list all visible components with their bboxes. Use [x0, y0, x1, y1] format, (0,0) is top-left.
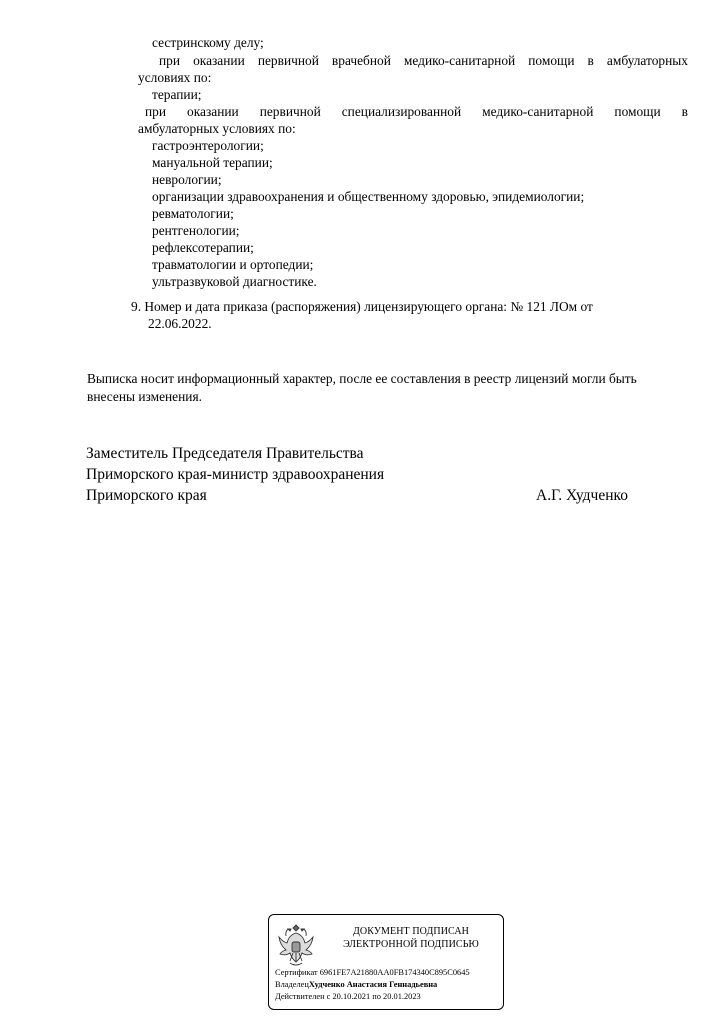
- justified-word: помощи: [528, 53, 575, 68]
- stamp-validity: Действителен с 20.10.2021 по 20.01.2023: [275, 992, 421, 1001]
- justified-word: врачебной: [331, 53, 391, 68]
- justified-word: при: [145, 104, 167, 119]
- list-item: организации здравоохранения и общественному здоровью, эпидемиологии;: [152, 189, 585, 204]
- list-item: мануальной терапии;: [152, 155, 273, 170]
- justified-word: первичной: [259, 104, 321, 119]
- justified-word: специализированной: [341, 104, 462, 119]
- item9-line: 9. Номер и дата приказа (распоряжения) лицензирующего органа: № 121 ЛОм от: [131, 299, 593, 314]
- list-item: рефлексотерапии;: [152, 240, 254, 255]
- stamp-title: [323, 925, 499, 951]
- justified-word: в: [681, 104, 688, 119]
- signer-title-line: Заместитель Председателя Правительства: [86, 445, 364, 462]
- list-item: травматологии и ортопедии;: [152, 257, 314, 272]
- justified-word: оказании: [193, 53, 245, 68]
- list-item: ревматологии;: [152, 206, 234, 221]
- stamp-certificate: [275, 967, 501, 978]
- cert-value: 6961FE7A21880AA0FB174340C895C0645: [319, 968, 470, 977]
- owner-label: Владелец: [275, 980, 309, 989]
- signer-name: А.Г. Худченко: [536, 487, 628, 504]
- stamp-owner: [275, 979, 501, 990]
- justified-word: при: [159, 53, 181, 68]
- primary-care-line: [159, 52, 688, 69]
- justified-word: оказании: [187, 104, 239, 119]
- primary-care-line-cont: условиях по:: [138, 70, 212, 85]
- list-item: рентгенологии;: [152, 223, 240, 238]
- justified-word: в: [587, 53, 594, 68]
- notice-line: внесены изменения.: [87, 389, 202, 404]
- list-item: ультразвуковой диагностике.: [152, 274, 317, 289]
- specialized-care-line: [145, 103, 688, 120]
- list-item: гастроэнтерологии;: [152, 138, 264, 153]
- signer-title-line: Приморского края: [86, 487, 207, 504]
- cert-label: Сертификат: [275, 968, 318, 977]
- justified-word: медико-санитарной: [403, 53, 516, 68]
- owner-value: Худченко Анастасия Геннадьевна: [308, 980, 438, 989]
- stamp-title-line: ДОКУМЕНТ ПОДПИСАН: [353, 926, 469, 937]
- justified-word: помощи: [614, 104, 661, 119]
- justified-word: амбулаторных: [606, 53, 688, 68]
- notice-line: Выписка носит информационный характер, после ее составления в реестр лицензий могли быть: [87, 371, 637, 386]
- e-signature-stamp: [268, 914, 504, 1010]
- justified-word: медико-санитарной: [482, 104, 594, 119]
- specialized-care-line-cont: амбулаторных условиях по:: [138, 121, 296, 136]
- item9-date: 22.06.2022.: [148, 316, 212, 331]
- list-item: сестринскому делу;: [152, 35, 264, 50]
- list-item: терапии;: [152, 87, 202, 102]
- justified-word: первичной: [257, 53, 319, 68]
- stamp-title-line: ЭЛЕКТРОННОЙ ПОДПИСЬЮ: [343, 939, 479, 950]
- list-item: неврологии;: [152, 172, 222, 187]
- coat-of-arms-icon: [277, 923, 315, 969]
- signer-title-line: Приморского края-министр здравоохранения: [86, 466, 385, 483]
